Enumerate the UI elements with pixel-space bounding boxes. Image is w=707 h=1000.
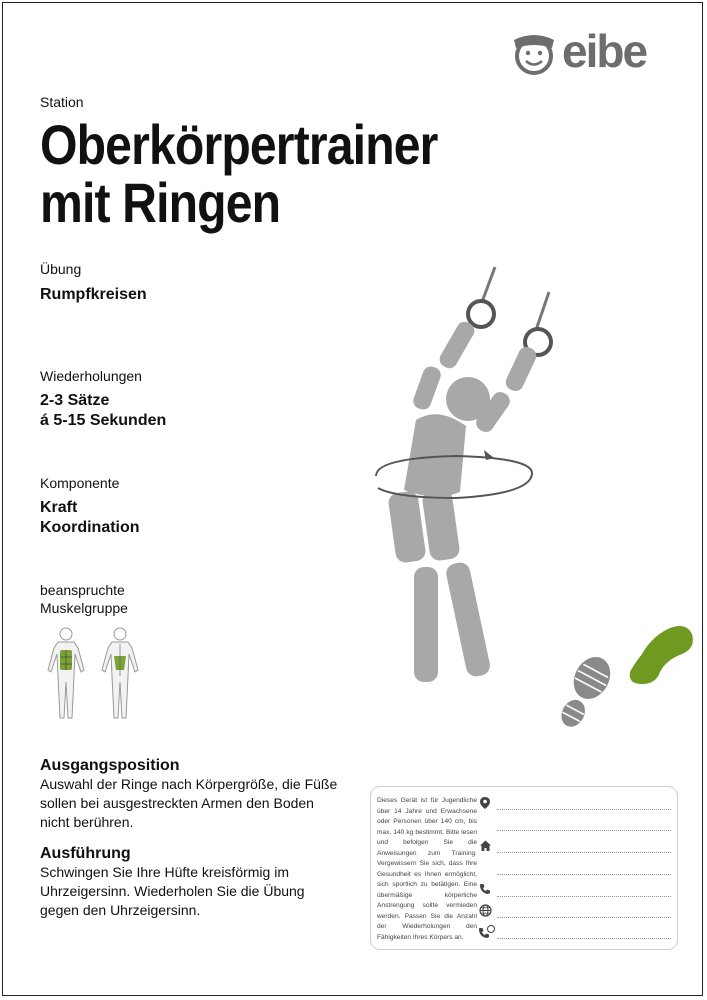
- info-row-web: [479, 904, 671, 920]
- info-row-emergency: [479, 925, 671, 941]
- exercise-label: Übung: [40, 261, 82, 277]
- exercise-illustration: [356, 262, 556, 692]
- info-row-home: [479, 839, 671, 855]
- component-line1: Kraft: [40, 499, 78, 516]
- location-icon: [479, 796, 491, 810]
- muscles-label-line2: Muskelgruppe: [40, 600, 128, 616]
- logo-wordmark: eibe: [562, 25, 647, 77]
- page-title-line1: Oberkörpertrainer: [40, 113, 438, 176]
- safety-disclaimer: Dieses Gerät ist für Jugendliche über 14 Jahre und Erwachsene oder Personen über 140 cm, bis max. 140 kg bestimmt. Bitte lesen und befolgen Sie die Anweisungen zum Training. Vergewissern Sie sich, dass Ihre Gesundheit es Ihnen ermöglicht, sich sportlich zu betätigen. Eine übermäßige körperliche Anstrengung sollte vermieden werden. Passen Sie die Anzahl der Wiederholungen den Fähigkeiten Ihres Körpers an.: [377, 797, 477, 941]
- start-position-text: Auswahl der Ringe nach Körpergröße, die Füße sollen bei ausgestreckten Armen den Boden nicht berühren.: [40, 776, 338, 830]
- muscle-diagram-front: [40, 626, 92, 722]
- emergency-phone-icon: [479, 925, 495, 939]
- execution-text: Schwingen Sie Ihre Hüfte kreisförmig im Uhrzeigersinn. Wiederholen Sie die Übung gegen den Uhrzeigersinn.: [40, 864, 305, 918]
- execution-heading: Ausführung: [40, 845, 131, 862]
- info-row-line2: [479, 817, 671, 833]
- station-label: Station: [40, 94, 84, 110]
- phone-icon: [479, 883, 491, 895]
- repetitions-line2: á 5-15 Sekunden: [40, 412, 167, 429]
- repetitions-label: Wiederholungen: [40, 368, 142, 384]
- info-row-line4: [479, 861, 671, 877]
- info-row-location: [479, 796, 671, 812]
- footprint-green-icon: [626, 624, 698, 690]
- info-box: [370, 786, 678, 950]
- logo-face-icon: [508, 28, 560, 76]
- eibe-logo: [508, 26, 680, 78]
- home-icon: [479, 839, 492, 852]
- repetitions-line1: 2-3 Sätze: [40, 392, 110, 409]
- start-position-heading: Ausgangsposition: [40, 757, 180, 774]
- muscles-label-line1: beanspruchte: [40, 582, 125, 598]
- exercise-value: Rumpfkreisen: [40, 286, 147, 303]
- muscle-diagram-back: [94, 626, 146, 722]
- globe-icon: [479, 904, 492, 917]
- page-title-line2: mit Ringen: [40, 171, 281, 234]
- component-line2: Koordination: [40, 519, 140, 536]
- footprint-grey-icon: [552, 652, 616, 734]
- info-row-phone: [479, 883, 671, 899]
- component-label: Komponente: [40, 475, 120, 491]
